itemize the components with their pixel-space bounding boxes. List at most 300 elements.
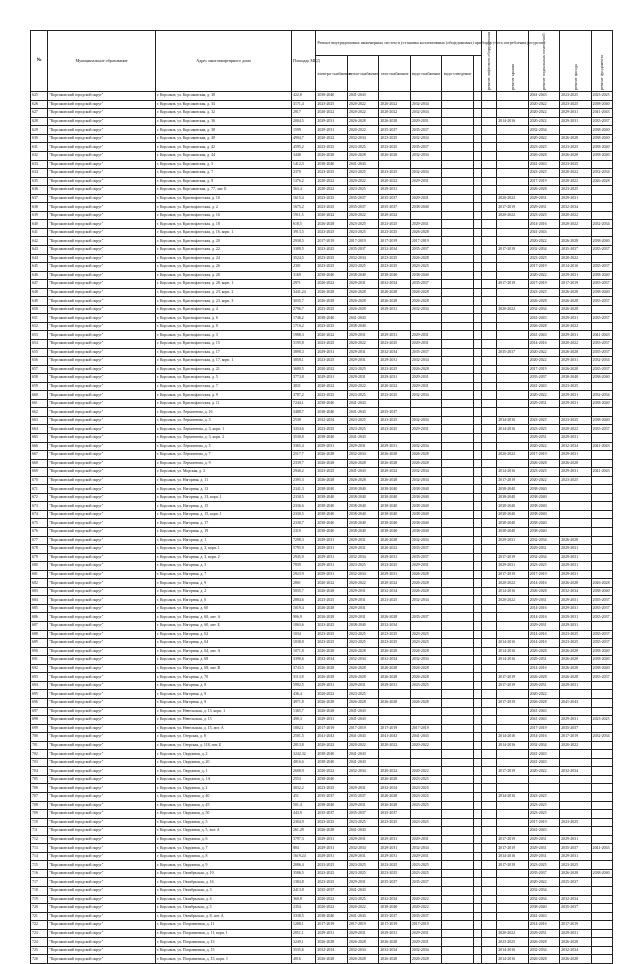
- row-repair-years: [497, 297, 528, 306]
- table-row: [31, 886, 613, 895]
- row-engineering-years: [473, 280, 481, 289]
- row-engineering-years: 2023-2025: [379, 254, 410, 263]
- row-municipality: "Корсаковский городской округ": [48, 639, 156, 648]
- table-row: [31, 630, 613, 639]
- row-repair-years: 2017-2019: [497, 570, 528, 579]
- row-engineering-years: 2020-2022: [347, 100, 378, 109]
- row-repair-years: 2038-2040: [497, 519, 528, 528]
- row-engineering-years: [442, 596, 473, 605]
- row-engineering-years: 2026-2028: [316, 604, 347, 613]
- row-repair-years: 2038-2040: [591, 288, 612, 297]
- row-repair-years: [560, 792, 591, 801]
- row-area: 906,9: [292, 613, 316, 622]
- row-engineering-years: 2023-2025: [379, 169, 410, 178]
- table-row: [31, 502, 613, 511]
- row-repair-years: [481, 169, 496, 178]
- row-engineering-years: 2029-2031: [316, 562, 347, 571]
- row-repair-years: 2038-2040: [591, 143, 612, 152]
- row-municipality: "Корсаковский городской округ": [48, 596, 156, 605]
- row-engineering-years: 2029-2031: [316, 126, 347, 135]
- row-engineering-years: 2029-2031: [410, 929, 441, 938]
- row-repair-years: 2020-2022: [560, 741, 591, 750]
- row-area: 360,8: [292, 895, 316, 904]
- table-row: [31, 921, 613, 930]
- row-number: 668: [31, 459, 48, 468]
- row-engineering-years: [442, 664, 473, 673]
- row-number: 718: [31, 886, 48, 895]
- row-municipality: "Корсаковский городской округ": [48, 528, 156, 537]
- row-municipality: "Корсаковский городской округ": [48, 339, 156, 348]
- row-engineering-years: 2038-2040: [316, 750, 347, 759]
- row-engineering-years: [379, 758, 410, 767]
- header-engineering-group: Ремонт внутридомовых инженерных систем и установка коллективных (общедомовых) приборов учета потребления ресурсов: [316, 31, 482, 56]
- row-address: г. Корсаков, ул. Нагорная, д. 9: [155, 690, 291, 699]
- row-repair-years: [481, 382, 496, 391]
- row-engineering-years: 2026-2028: [316, 451, 347, 460]
- header-foundation: ремонт фундамента: [591, 31, 612, 92]
- row-area: 1615,4: [292, 194, 316, 203]
- row-engineering-years: 2023-2025: [347, 630, 378, 639]
- row-repair-years: [591, 510, 612, 519]
- row-engineering-years: 2032-2034: [410, 134, 441, 143]
- row-engineering-years: 2020-2022: [316, 186, 347, 195]
- row-repair-years: 2026-2028: [560, 459, 591, 468]
- row-engineering-years: 2038-2040: [316, 160, 347, 169]
- row-repair-years: [481, 587, 496, 596]
- row-engineering-years: [442, 639, 473, 648]
- row-engineering-years: 2038-2040: [410, 519, 441, 528]
- row-repair-years: 2038-2040: [528, 510, 559, 519]
- row-engineering-years: 2038-2040: [347, 271, 378, 280]
- row-repair-years: [481, 698, 496, 707]
- row-area: 2923,9: [292, 570, 316, 579]
- row-number: 691: [31, 656, 48, 665]
- row-repair-years: [497, 630, 528, 639]
- row-repair-years: 2038-2040: [497, 493, 528, 502]
- row-repair-years: 2026-2028: [560, 297, 591, 306]
- row-municipality: "Корсаковский городской округ": [48, 151, 156, 160]
- row-address: г. Корсаков, ул. Окружная, д. 40: [155, 792, 291, 801]
- row-area: 1911,5: [292, 211, 316, 220]
- row-address: г. Корсаков, ул. Пограничная, д. 15, корп. 1: [155, 955, 291, 964]
- row-engineering-years: [473, 134, 481, 143]
- row-repair-years: 2020-2022: [497, 596, 528, 605]
- row-repair-years: [481, 895, 496, 904]
- row-engineering-years: [473, 459, 481, 468]
- row-number: 626: [31, 100, 48, 109]
- row-repair-years: 2014-2016: [497, 587, 528, 596]
- row-repair-years: [497, 271, 528, 280]
- table-row: [31, 878, 613, 887]
- row-repair-years: [591, 946, 612, 955]
- row-municipality: "Корсаковский городской округ": [48, 485, 156, 494]
- row-engineering-years: 2038-2040: [347, 519, 378, 528]
- row-repair-years: [481, 493, 496, 502]
- row-engineering-years: [473, 322, 481, 331]
- row-engineering-years: 2023-2025: [316, 630, 347, 639]
- row-engineering-years: [442, 758, 473, 767]
- row-area: 3797,3: [292, 835, 316, 844]
- row-number: 690: [31, 647, 48, 656]
- row-repair-years: 2029-2031: [560, 314, 591, 323]
- row-municipality: "Корсаковский городской округ": [48, 955, 156, 964]
- row-number: 693: [31, 673, 48, 682]
- row-engineering-years: [473, 271, 481, 280]
- row-municipality: "Корсаковский городской округ": [48, 801, 156, 810]
- row-engineering-years: 2029-2031: [347, 357, 378, 366]
- table-row: [31, 468, 613, 477]
- row-engineering-years: 2026-2028: [379, 288, 410, 297]
- row-engineering-years: [473, 348, 481, 357]
- row-engineering-years: 2032-2034: [347, 844, 378, 853]
- row-repair-years: [481, 254, 496, 263]
- row-engineering-years: [473, 929, 481, 938]
- row-engineering-years: 2029-2031: [410, 374, 441, 383]
- row-engineering-years: 2026-2028: [379, 673, 410, 682]
- row-repair-years: [591, 305, 612, 314]
- row-repair-years: 2032-2034: [560, 442, 591, 451]
- row-repair-years: [497, 459, 528, 468]
- row-repair-years: 2026-2028: [560, 288, 591, 297]
- row-engineering-years: [379, 314, 410, 323]
- table-row: [31, 758, 613, 767]
- row-repair-years: 2032-2034: [591, 733, 612, 742]
- row-repair-years: [497, 869, 528, 878]
- row-engineering-years: 2032-2034: [379, 946, 410, 955]
- row-engineering-years: 2038-2040: [410, 271, 441, 280]
- row-address: г. Корсаков, ул. Краснофлотская, д. 17, корп. 1: [155, 357, 291, 366]
- row-repair-years: [481, 271, 496, 280]
- row-address: г. Корсаков, ул. Нагорная, д. 7: [155, 570, 291, 579]
- row-address: г. Корсаков, ул. Лермонтова, д. 3: [155, 416, 291, 425]
- row-repair-years: [497, 784, 528, 793]
- row-number: 678: [31, 545, 48, 554]
- row-engineering-years: [473, 425, 481, 434]
- row-repair-years: 2017-2019: [528, 280, 559, 289]
- row-engineering-years: 2029-2031: [379, 331, 410, 340]
- row-repair-years: 2029-2031: [560, 596, 591, 605]
- row-repair-years: [481, 886, 496, 895]
- row-area: 5795,9: [292, 545, 316, 554]
- row-repair-years: 2026-2028: [528, 698, 559, 707]
- table-row: [31, 399, 613, 408]
- row-engineering-years: 2032-2034: [410, 169, 441, 178]
- row-engineering-years: 2029-2031: [347, 374, 378, 383]
- row-engineering-years: [410, 750, 441, 759]
- row-municipality: "Корсаковский городской округ": [48, 886, 156, 895]
- row-repair-years: 2017-2019: [528, 177, 559, 186]
- row-repair-years: 2035-2037: [591, 339, 612, 348]
- row-engineering-years: [473, 203, 481, 212]
- row-number: 643: [31, 245, 48, 254]
- row-area: 2310: [292, 528, 316, 537]
- row-address: г. Корсаков, ул. Краснофлотская, д. 22: [155, 245, 291, 254]
- table-row: [31, 528, 613, 537]
- row-repair-years: 2020-2022: [528, 442, 559, 451]
- row-engineering-years: 2038-2040: [316, 434, 347, 443]
- row-repair-years: 2020-2022: [497, 579, 528, 588]
- row-repair-years: 2017-2019: [497, 553, 528, 562]
- row-engineering-years: 2032-2034: [410, 476, 441, 485]
- row-engineering-years: [442, 801, 473, 810]
- row-engineering-years: 2023-2025: [347, 228, 378, 237]
- row-repair-years: [591, 707, 612, 716]
- row-engineering-years: 2038-2040: [410, 485, 441, 494]
- row-municipality: "Корсаковский городской округ": [48, 228, 156, 237]
- row-engineering-years: 2038-2040: [379, 528, 410, 537]
- row-municipality: "Корсаковский городской округ": [48, 237, 156, 246]
- row-repair-years: 2041-2043: [528, 382, 559, 391]
- row-engineering-years: 2020-2022: [316, 211, 347, 220]
- row-engineering-years: [410, 810, 441, 819]
- table-row: [31, 553, 613, 562]
- row-engineering-years: [473, 792, 481, 801]
- row-engineering-years: [442, 622, 473, 631]
- row-repair-years: [591, 741, 612, 750]
- row-engineering-years: 2041-2043: [347, 827, 378, 836]
- table-row: [31, 562, 613, 571]
- row-repair-years: 2032-2034: [560, 895, 591, 904]
- row-repair-years: [591, 536, 612, 545]
- row-municipality: "Корсаковский городской округ": [48, 160, 156, 169]
- row-engineering-years: [442, 827, 473, 836]
- row-repair-years: 2014-2016: [528, 339, 559, 348]
- row-area: 1365,7: [292, 707, 316, 716]
- row-number: 719: [31, 895, 48, 904]
- row-engineering-years: 2029-2031: [347, 596, 378, 605]
- header-basement: ремонт подвальных помещений: [528, 31, 559, 92]
- row-address: г. Корсаков, ул. Краснофлотская, д. 23, корп. 3: [155, 297, 291, 306]
- row-repair-years: 2038-2040: [591, 134, 612, 143]
- row-repair-years: [481, 664, 496, 673]
- row-number: 682: [31, 579, 48, 588]
- row-engineering-years: [442, 245, 473, 254]
- row-engineering-years: 2017-2019: [347, 237, 378, 246]
- row-repair-years: [481, 536, 496, 545]
- row-area: 2336,6: [292, 502, 316, 511]
- row-address: г. Корсаков, ул. Нагорная, д. 15, корп. 1: [155, 510, 291, 519]
- row-engineering-years: 2023-2025: [347, 186, 378, 195]
- row-repair-years: 2017-2019: [497, 280, 528, 289]
- header-address: Адрес многоквартирного дома: [155, 31, 291, 92]
- row-repair-years: [528, 408, 559, 417]
- row-engineering-years: 2041-2043: [347, 92, 378, 101]
- row-address: г. Корсаков, ул. Озерская, д. 118, лит. Б: [155, 741, 291, 750]
- row-repair-years: [481, 852, 496, 861]
- table-row: [31, 357, 613, 366]
- row-engineering-years: [473, 869, 481, 878]
- table-row: [31, 348, 613, 357]
- row-number: 659: [31, 382, 48, 391]
- row-repair-years: 2023-2025: [497, 938, 528, 947]
- row-engineering-years: [473, 399, 481, 408]
- row-engineering-years: 2029-2031: [379, 374, 410, 383]
- row-engineering-years: 2020-2022: [379, 211, 410, 220]
- row-engineering-years: 2017-2019: [410, 724, 441, 733]
- row-address: г. Корсаков, ул. Пограничная, д. 15: [155, 946, 291, 955]
- row-number: 649: [31, 297, 48, 306]
- row-address: г. Корсаков, ул. Нагорная, д. 70: [155, 673, 291, 682]
- row-area: 1384,8: [292, 878, 316, 887]
- row-engineering-years: 2023-2025: [410, 818, 441, 827]
- row-repair-years: 2017-2019: [497, 835, 528, 844]
- row-engineering-years: 2023-2025: [379, 220, 410, 229]
- row-repair-years: 2026-2028: [528, 587, 559, 596]
- row-engineering-years: 2017-2019: [316, 724, 347, 733]
- row-repair-years: [591, 835, 612, 844]
- row-engineering-years: 2029-2031: [347, 681, 378, 690]
- row-repair-years: [591, 886, 612, 895]
- row-municipality: "Корсаковский городской округ": [48, 468, 156, 477]
- row-repair-years: [591, 792, 612, 801]
- row-repair-years: 2032-2034: [591, 357, 612, 366]
- row-number: 715: [31, 861, 48, 870]
- row-repair-years: 2026-2028: [528, 322, 559, 331]
- row-repair-years: [497, 339, 528, 348]
- row-area: 3354,6: [292, 425, 316, 434]
- row-engineering-years: [473, 186, 481, 195]
- row-engineering-years: 2029-2031: [316, 570, 347, 579]
- row-repair-years: [497, 331, 528, 340]
- row-repair-years: 2014-2016: [497, 647, 528, 656]
- row-repair-years: 2041-2043: [591, 468, 612, 477]
- row-engineering-years: 2032-2034: [379, 784, 410, 793]
- row-repair-years: 2026-2028: [560, 536, 591, 545]
- row-number: 636: [31, 186, 48, 195]
- row-repair-years: 2014-2016: [497, 117, 528, 126]
- row-municipality: "Корсаковский городской округ": [48, 716, 156, 725]
- row-repair-years: [560, 784, 591, 793]
- row-address: г. Корсаков, ул. Нагорная, д. 60, лит. А: [155, 613, 291, 622]
- row-engineering-years: [473, 468, 481, 477]
- table-row: [31, 237, 613, 246]
- row-engineering-years: [379, 886, 410, 895]
- row-engineering-years: [442, 698, 473, 707]
- row-repair-years: 2014-2016: [528, 220, 559, 229]
- row-repair-years: 2029-2031: [560, 194, 591, 203]
- row-municipality: "Корсаковский городской округ": [48, 434, 156, 443]
- row-engineering-years: [442, 211, 473, 220]
- row-engineering-years: 2023-2025: [410, 681, 441, 690]
- row-engineering-years: 2026-2028: [379, 664, 410, 673]
- row-repair-years: 2029-2031: [560, 331, 591, 340]
- row-repair-years: 2023-2025: [528, 254, 559, 263]
- row-engineering-years: [473, 442, 481, 451]
- row-municipality: "Корсаковский городской округ": [48, 459, 156, 468]
- row-engineering-years: 2017-2019: [410, 237, 441, 246]
- row-repair-years: 2014-2016: [497, 852, 528, 861]
- row-engineering-years: [473, 827, 481, 836]
- row-area: 498,3: [292, 716, 316, 725]
- row-municipality: "Корсаковский городской округ": [48, 545, 156, 554]
- row-repair-years: [591, 382, 612, 391]
- row-area: 451: [292, 792, 316, 801]
- row-engineering-years: [442, 579, 473, 588]
- row-engineering-years: [473, 109, 481, 118]
- row-address: г. Корсаков, ул. Краснофлотская, д. 3: [155, 331, 291, 340]
- row-engineering-years: 2023-2025: [379, 143, 410, 152]
- row-engineering-years: [442, 382, 473, 391]
- row-number: 672: [31, 493, 48, 502]
- row-engineering-years: 2026-2028: [347, 151, 378, 160]
- row-repair-years: 2041-2043: [591, 331, 612, 340]
- row-engineering-years: 2041-2043: [410, 733, 441, 742]
- row-engineering-years: 2029-2031: [410, 177, 441, 186]
- row-engineering-years: [442, 237, 473, 246]
- row-repair-years: [591, 801, 612, 810]
- row-repair-years: 2035-2037: [591, 673, 612, 682]
- row-repair-years: [497, 314, 528, 323]
- row-municipality: "Корсаковский городской округ": [48, 827, 156, 836]
- row-number: 699: [31, 724, 48, 733]
- row-municipality: "Корсаковский городской округ": [48, 921, 156, 930]
- row-repair-years: [497, 151, 528, 160]
- row-engineering-years: [442, 143, 473, 152]
- row-engineering-years: [473, 493, 481, 502]
- table-row: [31, 810, 613, 819]
- row-engineering-years: [442, 160, 473, 169]
- row-repair-years: [481, 733, 496, 742]
- row-repair-years: 2026-2028: [560, 134, 591, 143]
- row-engineering-years: 2038-2040: [410, 510, 441, 519]
- row-engineering-years: 2035-2037: [410, 613, 441, 622]
- table-row: [31, 408, 613, 417]
- row-engineering-years: 2020-2022: [410, 895, 441, 904]
- row-engineering-years: 2023-2025: [316, 203, 347, 212]
- row-repair-years: [560, 912, 591, 921]
- row-repair-years: [497, 801, 528, 810]
- row-repair-years: 2029-2031: [560, 391, 591, 400]
- row-engineering-years: 2023-2025: [316, 639, 347, 648]
- table-row: [31, 476, 613, 485]
- row-engineering-years: 2032-2034: [379, 348, 410, 357]
- table-row: [31, 639, 613, 648]
- row-repair-years: [481, 228, 496, 237]
- row-engineering-years: 2032-2034: [410, 844, 441, 853]
- row-repair-years: 2032-2034: [528, 536, 559, 545]
- row-engineering-years: 2017-2019: [379, 237, 410, 246]
- row-engineering-years: [473, 613, 481, 622]
- row-municipality: "Корсаковский городской округ": [48, 604, 156, 613]
- row-repair-years: [481, 211, 496, 220]
- row-address: г. Корсаков, ул. Краснофлотская, д. 8: [155, 322, 291, 331]
- row-municipality: "Корсаковский городской округ": [48, 938, 156, 947]
- table-row: [31, 767, 613, 776]
- row-engineering-years: [473, 254, 481, 263]
- row-engineering-years: [442, 784, 473, 793]
- row-engineering-years: 2032-2034: [379, 656, 410, 665]
- row-repair-years: [591, 459, 612, 468]
- row-repair-years: [481, 528, 496, 537]
- table-row: [31, 656, 613, 665]
- row-engineering-years: 2023-2025: [410, 861, 441, 870]
- row-engineering-years: [442, 416, 473, 425]
- row-repair-years: 2029-2031: [560, 399, 591, 408]
- row-engineering-years: 2035-2037: [347, 792, 378, 801]
- row-engineering-years: [442, 220, 473, 229]
- row-engineering-years: [442, 271, 473, 280]
- row-address: г. Корсаков, ул. Нагорная, д. 62: [155, 630, 291, 639]
- table-row: [31, 442, 613, 451]
- row-engineering-years: 2038-2040: [316, 92, 347, 101]
- row-number: 641: [31, 228, 48, 237]
- row-engineering-years: [473, 690, 481, 699]
- row-engineering-years: 2023-2025: [379, 639, 410, 648]
- row-repair-years: [560, 758, 591, 767]
- row-engineering-years: 2029-2031: [347, 784, 378, 793]
- row-engineering-years: 2029-2031: [347, 613, 378, 622]
- row-municipality: "Корсаковский городской округ": [48, 288, 156, 297]
